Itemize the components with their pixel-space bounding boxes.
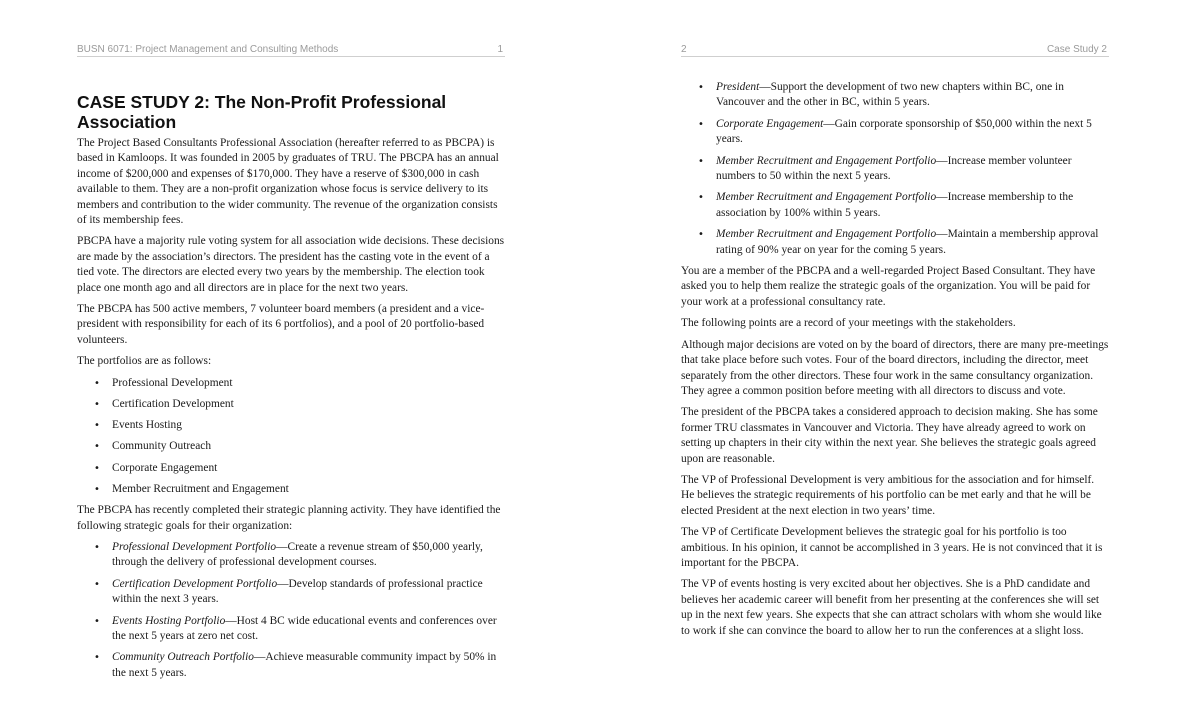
goal-text: —Gain corporate sponsorship of $50,000 within the next 5 years.: [716, 117, 1092, 146]
goal-item: [77, 650, 505, 681]
goal-item: [681, 80, 1109, 111]
goal-label: Member Recruitment and Engagement Portfolio: [716, 191, 937, 204]
goal-item: [77, 614, 505, 645]
list-item: • Member Recruitment and Engagement: [77, 482, 505, 497]
goal-text: —Increase membership to the association by 100% within 5 years.: [716, 191, 1074, 219]
paragraph: The VP of Certificate Development believes the strategic goal for his portfolio is too ambitious. In his opinion, it cannot be accomplished in 3 years. He is not convinced that it is important for the PBCPA.: [681, 526, 1103, 569]
goal-label: Professional Development Portfolio: [112, 540, 277, 553]
goal-item: [77, 577, 505, 608]
goal-item: [681, 117, 1109, 148]
page-body: [77, 92, 505, 687]
header-title: Case Study 2: [1046, 44, 1107, 55]
page-2: [591, 0, 1182, 723]
goal-text: —Increase member volunteer numbers to 50 within the next 5 years.: [716, 154, 1072, 183]
goal-text: —Host 4 BC wide educational events and conferences over the next 5 years at zero net cost.: [112, 614, 497, 642]
paragraph: The PBCPA has recently completed their strategic planning activity. They have identified the following strategic goals for their organization:: [77, 504, 501, 532]
goal-label: Member Recruitment and Engagement Portfolio: [716, 154, 937, 167]
goal-label: Corporate Engagement: [716, 117, 824, 130]
paragraph: Although major decisions are voted on by the board of directors, there are many pre-meetings that take place before such votes. Four of the board directors, including the director, meet separately from the other directors. These four work in the same consultancy organization. They agree a common position before meeting with all directors to discuss and vote.: [681, 338, 1109, 397]
paragraph: The following points are a record of your meetings with the stakeholders.: [681, 317, 1016, 330]
goal-text: —Create a revenue stream of $50,000 yearly, through the delivery of professional development courses.: [112, 540, 483, 569]
page-number: 2: [681, 44, 687, 55]
goal-item: [681, 227, 1109, 258]
goal-text: —Achieve measurable community impact by 50% in the next 5 years.: [112, 651, 497, 679]
case-study-title: CASE STUDY 2: The Non-Profit Professional Association: [77, 92, 447, 132]
goal-label: Certification Development Portfolio: [112, 577, 278, 590]
goal-item: [77, 540, 505, 571]
goal-text: —Support the development of two new chapters within BC, one in Vancouver and the other in BC, within 5 years.: [716, 81, 1064, 109]
list-item: • Professional Development: [77, 376, 505, 391]
goals-list: [77, 540, 505, 681]
list-item: • Certification Development: [77, 397, 505, 412]
goal-label: President: [716, 81, 760, 93]
paragraph: The PBCPA has 500 active members, 7 volunteer board members (a president and a vice-president with responsibility for each of its 6 portfolios), and a pool of 20 portfolio-based volunteers.: [77, 303, 485, 346]
paragraph: PBCPA have a majority rule voting system for all association wide decisions. These decisions are made by the association’s directors. The president has the casting vote in the event of a tied vote. The directors are elected every two years by the membership. The election took place one month ago and all directors are in place for the next two years.: [77, 235, 505, 294]
course-title: BUSN 6071: Project Management and Consulting Methods: [77, 44, 339, 55]
list-item: • Events Hosting: [77, 418, 505, 433]
goals-list: [681, 80, 1109, 258]
goal-label: Member Recruitment and Engagement Portfolio: [716, 228, 937, 241]
page-header: [681, 44, 1109, 57]
page-body: [681, 80, 1109, 645]
paragraph: The VP of Professional Development is very ambitious for the association and for himself. He believes the strategic requirements of his portfolio can be met early and that he will be elected President at the next election in two years’ time.: [681, 473, 1095, 517]
page-number: 1: [497, 44, 503, 55]
portfolio-list: [77, 376, 505, 497]
goal-label: Events Hosting Portfolio: [112, 614, 226, 627]
paragraph: The president of the PBCPA takes a considered approach to decision making. She has some former TRU classmates in Vancouver and Victoria. They have already agreed to work on setting up chapters in their city within the next year. She believes the strategic goals agreed upon are reasonable.: [681, 406, 1098, 465]
paragraph: The Project Based Consultants Professional Association (hereafter referred to as PBCPA) is based in Kamloops. It was founded in 2005 by graduates of TRU. The PBCPA has an annual income of $200,000 and expenses of $170,000. They have a reserve of $300,000 in cash available to them. They are a non-profit organization whose focus is service delivery to its members and contribution to the wider community. The revenue of the organization consists of its membership fees.: [77, 137, 499, 227]
list-item: • Corporate Engagement: [77, 461, 505, 476]
goal-text: —Develop standards of professional practice within the next 3 years.: [112, 577, 483, 606]
page-header: [77, 44, 505, 57]
goal-text: —Maintain a membership approval rating of 90% year on year for the coming 5 years.: [716, 228, 1099, 256]
paragraph: The portfolios are as follows:: [77, 355, 212, 368]
list-item: • Community Outreach: [77, 439, 505, 454]
paragraph: You are a member of the PBCPA and a well-regarded Project Based Consultant. They have asked you to help them realize the strategic goals of the organization. You will be paid for your work at a professional consultancy rate.: [681, 265, 1096, 308]
goal-item: [681, 190, 1109, 221]
paragraph: The VP of events hosting is very excited about her objectives. She is a PhD candidate and believes her academic career will benefit from her presenting at the conferences she will set up in the next few years. She expects that she can attract scholars with whom she would like to work if she can convince the board to allow her to run the conferences at a slight loss.: [681, 578, 1102, 637]
goal-item: [681, 154, 1109, 185]
goal-label: Community Outreach Portfolio: [112, 651, 254, 664]
